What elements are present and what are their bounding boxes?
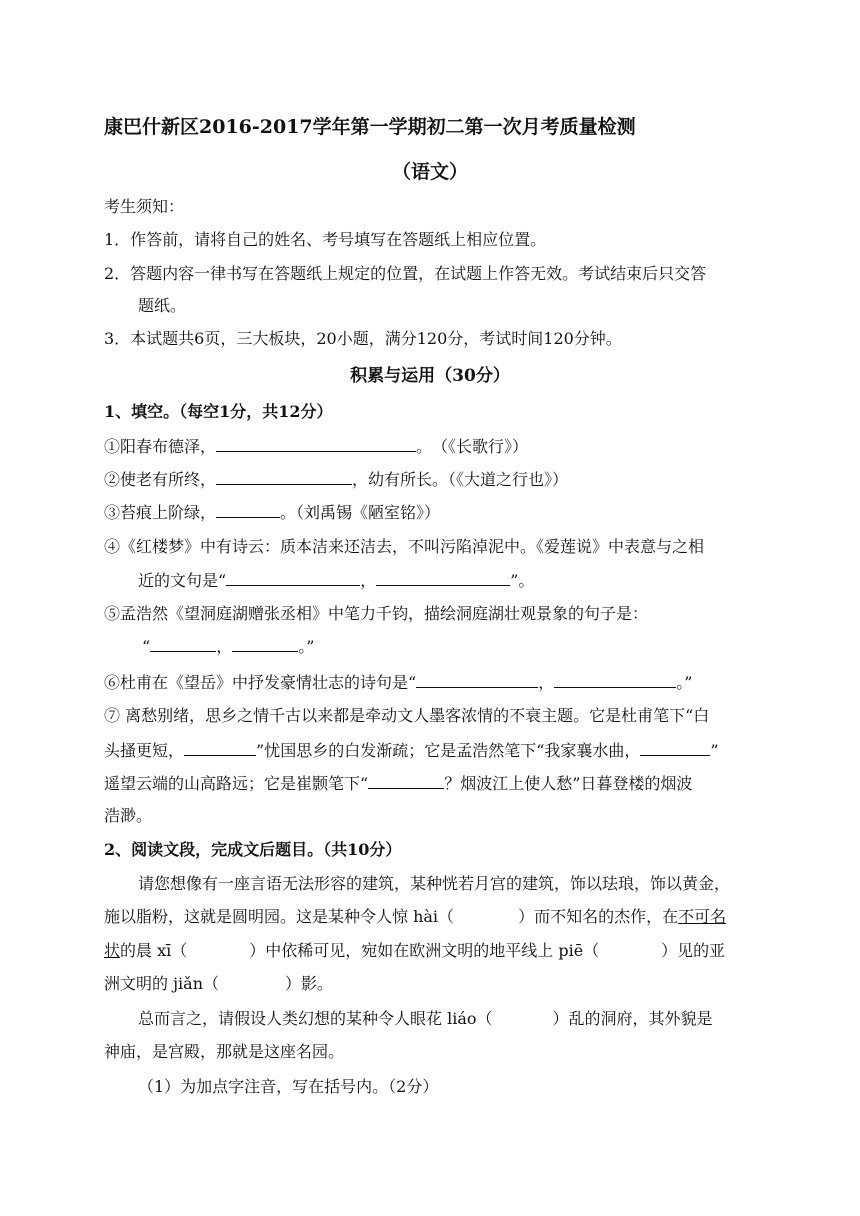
q1-item-b [104,468,568,491]
q1-item-f [104,671,692,694]
answer-blank[interactable] [232,635,298,652]
q1-a-suffix: 。 （《长歌行》） [416,437,529,456]
q1-item-g-line-4: 浩渺。 [104,806,153,825]
notice-item-2-cont: 题纸。 [138,296,187,315]
underlined-phrase: 状 [104,941,121,960]
passage-text: 总而言之，请假设人类幻想的某种令人眼花 liáo（ [138,1009,493,1028]
notice-item-3: 3．本试题共6页，三大板块，20小题，满分120分，考试时间120分钟。 [104,329,622,348]
q1-g3-suffix: ？烟波江上使人愁”日暮登楼的烟波 [444,774,693,793]
q1-e-prefix: “ [142,637,151,656]
q1-d-sep: ， [360,571,377,590]
notice-item-2: 2．答题内容一律书写在答题纸上规定的位置，在试题上作答无效。考试结束后只交答 [104,264,707,283]
passage-text: 施以脂粉，这就是圆明园。这是某种令人惊 hài（ [104,907,455,926]
answer-blank[interactable] [640,739,710,756]
passage-p1-line-3 [104,940,725,962]
q1-f-prefix: ⑥杜甫在《望岳》中抒发豪情壮志的诗句是“ [104,673,417,692]
q1-g2-middle: ”忧国思乡的白发渐疏；它是孟浩然笔下“我家襄水曲， [256,741,641,760]
q1-item-d-line-2 [138,569,534,592]
passage-text: ）乱的洞府，其外貌是 [552,1009,713,1028]
passage-p1-line-1: 请您想像有一座言语无法形容的建筑，某种恍若月宫的建筑，饰以珐琅，饰以黄金， [138,874,731,893]
q1-item-g-line-3 [104,772,692,795]
exam-subtitle: （语文） [391,161,468,183]
answer-blank[interactable] [368,772,444,789]
q1-f-sep: ， [538,673,555,692]
q1-item-g-line-2 [104,739,719,762]
passage-p1-line-2 [104,906,726,928]
q1-b-suffix: ，幼有所长。（《大道之行也》） [352,470,569,489]
q1-g2-prefix: 头搔更短， [104,741,185,760]
answer-blank[interactable] [226,569,360,586]
q1-g3-prefix: 遥望云端的山高路远；它是崔颢笔下“ [104,774,369,793]
answer-blank[interactable] [416,671,538,688]
q1-d-suffix: ”。 [510,571,535,590]
passage-text: ）中依稀可见，宛如在欧洲文明的地平线上 piē（ [249,941,600,960]
q1-g2-suffix: ” [710,741,719,760]
section-heading-accumulation: 积累与运用（30分） [350,366,510,386]
question-2-heading: 2、阅读文段，完成文后题目。（共10分） [104,840,402,859]
answer-blank[interactable] [554,671,676,688]
passage-text: 的晨 xī（ [120,941,188,960]
q1-d-prefix: 近的文句是“ [138,571,227,590]
answer-blank[interactable] [216,501,280,518]
q1-a-prefix: ①阳春布德泽， [104,437,217,456]
passage-text: ）而不知名的杰作，在 [518,907,679,926]
q1-c-prefix: ③苔痕上阶绿， [104,503,217,522]
passage-text: ）影。 [285,974,334,993]
passage-p1-line-4 [104,973,333,995]
passage-text: ）见的亚 [661,941,726,960]
underlined-phrase: 不可名 [678,907,727,926]
q1-f-suffix: 。” [676,673,693,692]
q1-e-sep: ， [216,637,233,656]
q1-item-e-line-1: ⑤孟浩然《望洞庭湖赠张丞相》中笔力千钧，描绘洞庭湖壮观景象的句子是： [104,604,649,623]
question-1-heading: 1、填空。（每空1分，共12分） [104,402,333,421]
q1-item-a [104,435,528,458]
q1-c-suffix: 。（刘禹锡《陋室铭》） [280,503,441,522]
notice-heading: 考生须知： [104,197,185,216]
answer-blank[interactable] [184,739,256,756]
q1-e-suffix: 。” [298,637,315,656]
exam-title: 康巴什新区2016-2017学年第一学期初二第一次月考质量检测 [104,116,636,138]
q1-item-c [104,501,440,524]
question-2-sub-1: （1）为加点字注音，写在括号内。（2分） [138,1077,439,1096]
q1-item-g-line-1: ⑦ 离愁别绪，思乡之情千古以来都是牵动文人墨客浓情的不衰主题。它是杜甫笔下“白 [104,706,710,725]
passage-p2-line-1 [138,1008,713,1030]
q1-b-prefix: ②使老有所终， [104,470,217,489]
answer-blank[interactable] [150,635,216,652]
q1-item-e-line-2 [142,635,314,658]
q1-item-d-line-1: ④《红楼梦》中有诗云：质本洁来还洁去，不叫污陷淖泥中。《爱莲说》中表意与之相 [104,537,705,556]
answer-blank[interactable] [376,569,510,586]
answer-blank[interactable] [216,468,352,485]
answer-blank[interactable] [216,435,416,452]
passage-p2-line-2: 神庙，是宫殿，那就是这座名园。 [104,1042,345,1061]
passage-text: 洲文明的 jiǎn（ [104,974,220,993]
notice-item-1: 1．作答前，请将自己的姓名、考号填写在答题纸上相应位置。 [104,230,547,249]
